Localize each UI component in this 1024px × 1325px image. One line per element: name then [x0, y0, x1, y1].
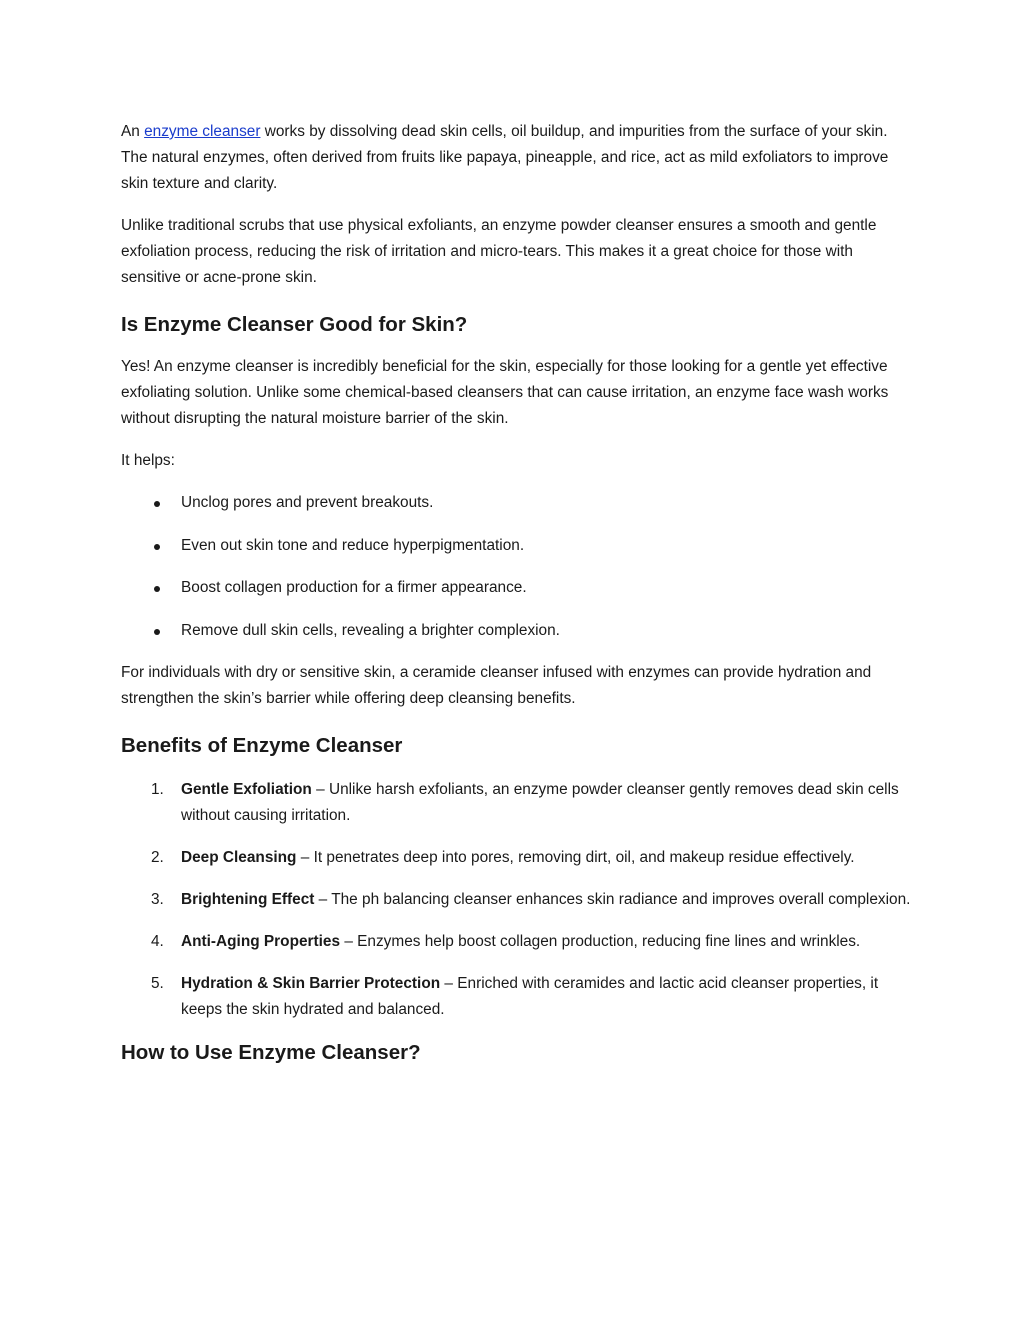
benefit-title: Anti-Aging Properties: [181, 933, 341, 950]
list-item: 1. Gentle Exfoliation – Unlike harsh exfoliants, an enzyme powder cleanser gently removes dead skin cells without causing irritation.: [151, 781, 899, 824]
benefit-title: Deep Cleansing: [181, 849, 297, 866]
list-item: Remove dull skin cells, revealing a brighter complexion.: [121, 618, 911, 644]
enzyme-cleanser-link[interactable]: enzyme cleanser: [144, 123, 261, 140]
heading-is-good: Is Enzyme Cleanser Good for Skin?: [121, 313, 468, 336]
bullet-icon: [154, 544, 160, 550]
good-paragraph-1: Yes! An enzyme cleanser is incredibly beneficial for the skin, especially for those looking for a gentle yet effective exfoliating solution. Unlike some chemical-based cleansers that can cause irritation, an enzyme face wash works without disrupting the natural moisture barrier of the skin.: [121, 358, 889, 427]
list-item: Unclog pores and prevent breakouts.: [121, 490, 911, 516]
list-item: Boost collagen production for a firmer appearance.: [121, 575, 911, 601]
benefits-list: [121, 777, 911, 1023]
intro-paragraph-1: [121, 119, 911, 197]
helps-list: [121, 490, 911, 644]
bullet-icon: [154, 501, 160, 507]
intro-prefix: An: [121, 123, 145, 140]
list-item: 3. Brightening Effect – The ph balancing cleanser enhances skin radiance and improves overall complexion.: [151, 891, 911, 908]
it-helps-label: It helps:: [121, 452, 175, 469]
benefit-title: Hydration & Skin Barrier Protection: [181, 975, 441, 992]
bullet-icon: [154, 586, 160, 592]
heading-how-to-use: How to Use Enzyme Cleanser?: [121, 1041, 421, 1064]
list-item: 2. Deep Cleansing – It penetrates deep into pores, removing dirt, oil, and makeup residue effectively.: [151, 849, 855, 866]
document-page: [121, 119, 911, 1067]
benefit-title: Gentle Exfoliation: [181, 781, 312, 798]
good-paragraph-2: For individuals with dry or sensitive skin, a ceramide cleanser infused with enzymes can provide hydration and strengthen the skin’s barrier while offering deep cleansing benefits.: [121, 664, 872, 707]
intro-paragraph-2: Unlike traditional scrubs that use physical exfoliants, an enzyme powder cleanser ensures a smooth and gentle exfoliation process, reducing the risk of irritation and micro-tears. This makes it a great choice for those with sensitive or acne-prone skin.: [121, 217, 877, 286]
bullet-icon: [154, 629, 160, 635]
heading-benefits: Benefits of Enzyme Cleanser: [121, 734, 403, 757]
list-item: 5. Hydration & Skin Barrier Protection – Enriched with ceramides and lactic acid cleanser properties, it keeps the skin hydrated and balanced.: [151, 975, 879, 1018]
list-item: 4. Anti-Aging Properties – Enzymes help boost collagen production, reducing fine lines and wrinkles.: [151, 933, 861, 950]
intro-rest: works by dissolving dead skin cells, oil buildup, and impurities from the surface of your skin. The natural enzymes, often derived from fruits like papaya, pineapple, and rice, act as mild exfoliators to improve skin texture and clarity.: [121, 123, 889, 192]
benefit-title: Brightening Effect: [181, 891, 315, 908]
list-item: Even out skin tone and reduce hyperpigmentation.: [121, 533, 911, 559]
